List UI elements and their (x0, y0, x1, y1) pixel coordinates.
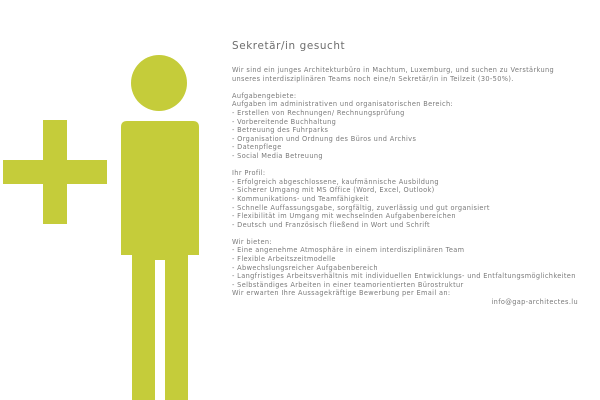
list-item: - Social Media Betreuung (232, 151, 323, 160)
list-item: - Langfristiges Arbeitsverhältnis mit individuellen Entwicklungs- und Entfaltungsmöglichkeiten (232, 272, 576, 281)
list-item: - Abwechslungsreicher Aufgabenbereich (232, 263, 378, 272)
tasks-heading: Aufgabengebiete: (232, 91, 297, 100)
intro-text: Wir sind ein junges Architekturbüro in Machtum, Luxemburg, und suchen zu Verstärkung unseres interdisziplinären Teams noch eine/n Sekretär/in in Teilzeit (30-50%). (232, 66, 555, 83)
list-item: - Sicherer Umgang mit MS Office (Word, Excel, Outlook) (232, 186, 435, 195)
plus-icon-horizontal-bar (3, 160, 107, 184)
list-item: - Schnelle Auffassungsgabe, sorgfältig, zuverlässig und gut organisiert (232, 203, 490, 212)
list-item: - Eine angenehme Atmosphäre in einem interdisziplinären Team (232, 246, 465, 255)
email-address[interactable]: info@gap-architectes.lu (491, 298, 578, 307)
list-item: - Betreuung des Fuhrparks (232, 126, 329, 135)
list-item: - Flexibilität im Umgang mit wechselnden Aufgabenbereichen (232, 212, 456, 221)
list-item: - Erfolgreich abgeschlossene, kaufmännische Ausbildung (232, 177, 439, 186)
profile-heading: Ihr Profil: (232, 169, 266, 178)
offer-heading: Wir bieten: (232, 237, 272, 246)
list-item: - Erstellen von Rechnungen/ Rechnungsprüfung (232, 108, 405, 117)
list-item: - Datenpflege (232, 143, 282, 152)
tasks-subheading: Aufgaben im administrativen und organisatorischen Bereich: (232, 100, 454, 109)
person-icon (115, 55, 205, 400)
job-ad-text (232, 40, 578, 307)
offer-list (232, 246, 578, 289)
closing-text: Wir erwarten Ihre Aussagekräftige Bewerbung per Email an: (232, 289, 451, 298)
list-item: - Selbständiges Arbeiten in einer teamorientierten Bürostruktur (232, 280, 464, 289)
list-item: - Kommunikations- und Teamfähigkeit (232, 194, 369, 203)
list-item: - Deutsch und Französisch fließend in Wort und Schrift (232, 220, 430, 229)
job-title: Sekretär/in gesucht (232, 40, 346, 52)
profile-list (232, 178, 578, 230)
list-item: - Organisation und Ordnung des Büros und Archivs (232, 134, 417, 143)
list-item: - Flexible Arbeitszeitmodelle (232, 255, 336, 264)
tasks-list (232, 109, 578, 161)
list-item: - Vorbereitende Buchhaltung (232, 117, 337, 126)
